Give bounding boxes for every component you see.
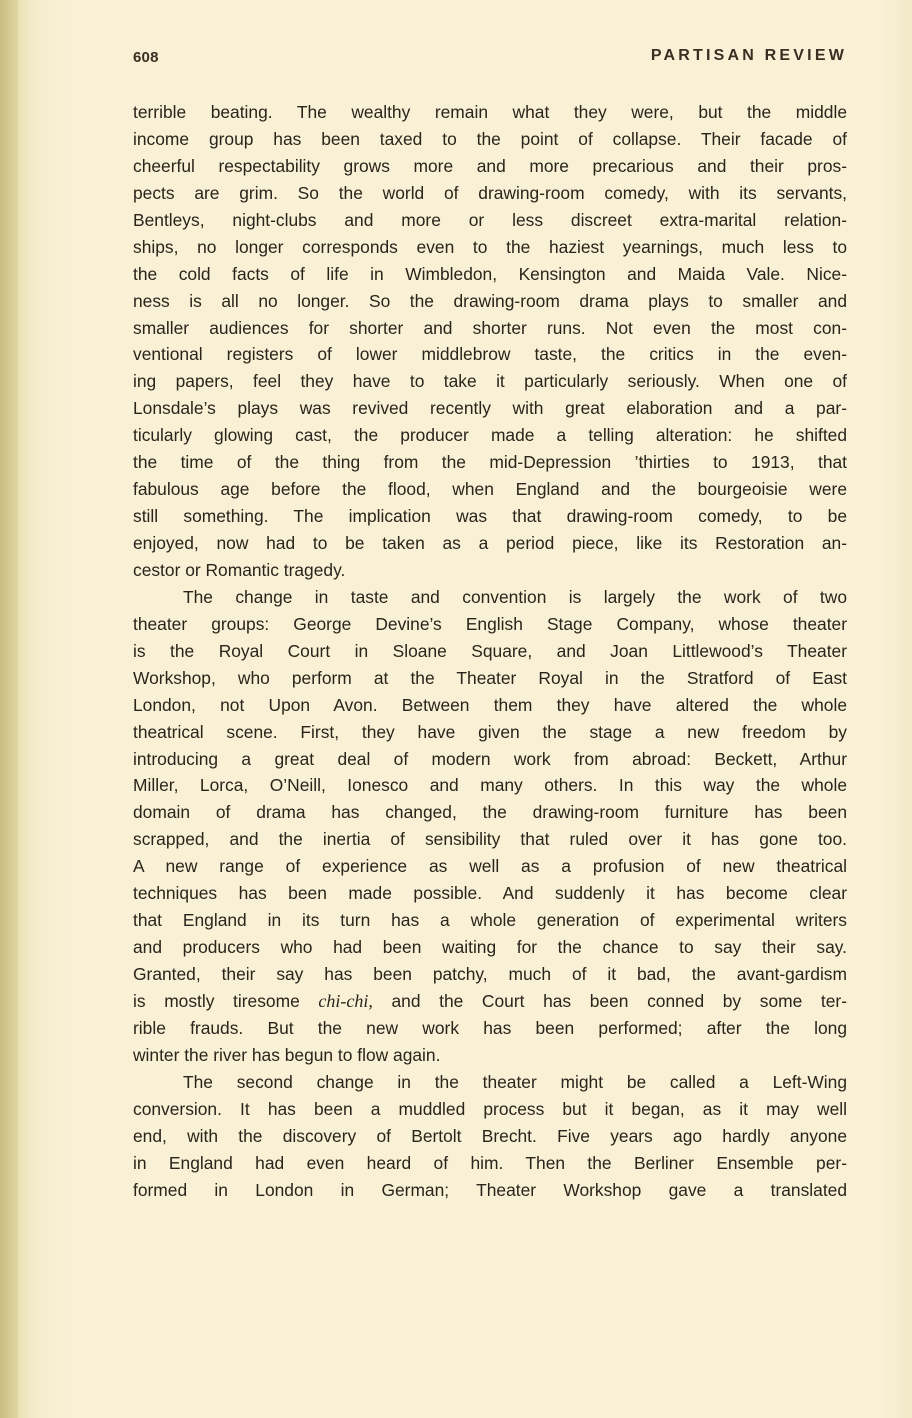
- text-line: Miller, Lorca, O’Neill, Ionesco and many others. In this way the whole: [133, 775, 847, 796]
- text-line: the cold facts of life in Wimbledon, Kensington and Maida Vale. Nice-: [133, 263, 847, 284]
- text-line: is the Royal Court in Sloane Square, and Joan Littlewood’s Theater: [133, 640, 847, 661]
- text-line: theater groups: George Devine’s English Stage Company, whose theater: [133, 613, 847, 634]
- paragraph-start-line: The change in taste and convention is largely the work of two: [183, 586, 847, 607]
- text-line: still something. The implication was that drawing-room comedy, to be: [133, 506, 847, 527]
- text-line: that England in its turn has a whole generation of experimental writers: [133, 910, 847, 931]
- line-34-after: and the Court has been conned by some ter-: [372, 990, 847, 1011]
- line-34-before: is mostly tiresome: [133, 990, 319, 1011]
- paragraph-end-line: winter the river has begun to flow again.: [133, 1044, 441, 1065]
- text-line: cheerful respectability grows more and more precarious and their pros-: [133, 155, 847, 176]
- text-line: end, with the discovery of Bertolt Brecht. Five years ago hardly anyone: [133, 1125, 847, 1146]
- running-head: PARTISAN REVIEW: [650, 47, 847, 64]
- text-line: ships, no longer corresponds even to the haziest yearnings, much less to: [133, 236, 847, 257]
- text-line: in England had even heard of him. Then the Berliner Ensemble per-: [133, 1152, 847, 1173]
- text-line: smaller audiences for shorter and shorter runs. Not even the most con-: [133, 317, 847, 338]
- text-line: Bentleys, night-clubs and more or less discreet extra-marital relation-: [133, 209, 847, 230]
- text-line: Granted, their say has been patchy, much of it bad, the avant-gardism: [133, 964, 847, 984]
- text-line: domain of drama has changed, the drawing-room furniture has been: [133, 802, 847, 823]
- text-line: London, not Upon Avon. Between them they have altered the whole: [133, 694, 847, 715]
- text-line: ventional registers of lower middlebrow taste, the critics in the even-: [133, 344, 847, 365]
- paragraph-end-line: cestor or Romantic tragedy.: [133, 559, 346, 580]
- text-line: ticularly glowing cast, the producer made a telling alteration: he shifted: [133, 425, 847, 446]
- page-number: 608: [133, 49, 159, 66]
- text-line: income group has been taxed to the point of collapse. Their facade of: [133, 128, 847, 149]
- text-line: formed in London in German; Theater Workshop gave a translated: [133, 1179, 847, 1200]
- text-line: the time of the thing from the mid-Depression ’thirties to 1913, that: [133, 452, 847, 473]
- text-line: A new range of experience as well as a profusion of new theatrical: [133, 856, 847, 877]
- text-line: introducing a great deal of modern work from abroad: Beckett, Arthur: [133, 748, 847, 769]
- text-line: pects are grim. So the world of drawing-room comedy, with its servants,: [133, 182, 847, 203]
- text-line: conversion. It has been a muddled process but it began, as it may well: [133, 1098, 847, 1119]
- text-line: terrible beating. The wealthy remain what they were, but the middle: [133, 102, 847, 122]
- text-line: rible frauds. But the new work has been performed; after the long: [133, 1017, 847, 1038]
- text-line: ing papers, feel they have to take it particularly seriously. When one of: [133, 371, 847, 392]
- body-text: [133, 99, 847, 1203]
- text-line: techniques has been made possible. And suddenly it has become clear: [133, 883, 847, 904]
- italic-term: chi-chi,: [318, 990, 373, 1011]
- text-line: theatrical scene. First, they have given the stage a new freedom by: [133, 721, 847, 742]
- text-line: Lonsdale’s plays was revived recently with great elaboration and a par-: [133, 398, 847, 419]
- text-line: and producers who had been waiting for the chance to say their say.: [133, 937, 847, 958]
- text-line: enjoyed, now had to be taken as a period piece, like its Restoration an-: [133, 533, 847, 553]
- text-line-with-italic: [133, 988, 847, 1015]
- text-line: ness is all no longer. So the drawing-room drama plays to smaller and: [133, 290, 847, 311]
- paragraph-start-line: The second change in the theater might be called a Left-Wing: [183, 1071, 847, 1092]
- text-line: fabulous age before the flood, when England and the bourgeoisie were: [133, 479, 847, 500]
- page-header: [133, 47, 847, 71]
- text-line: Workshop, who perform at the Theater Royal in the Stratford of East: [133, 667, 847, 688]
- page-binding-edge: [0, 0, 18, 1418]
- text-line: scrapped, and the inertia of sensibility that ruled over it has gone too.: [133, 829, 847, 850]
